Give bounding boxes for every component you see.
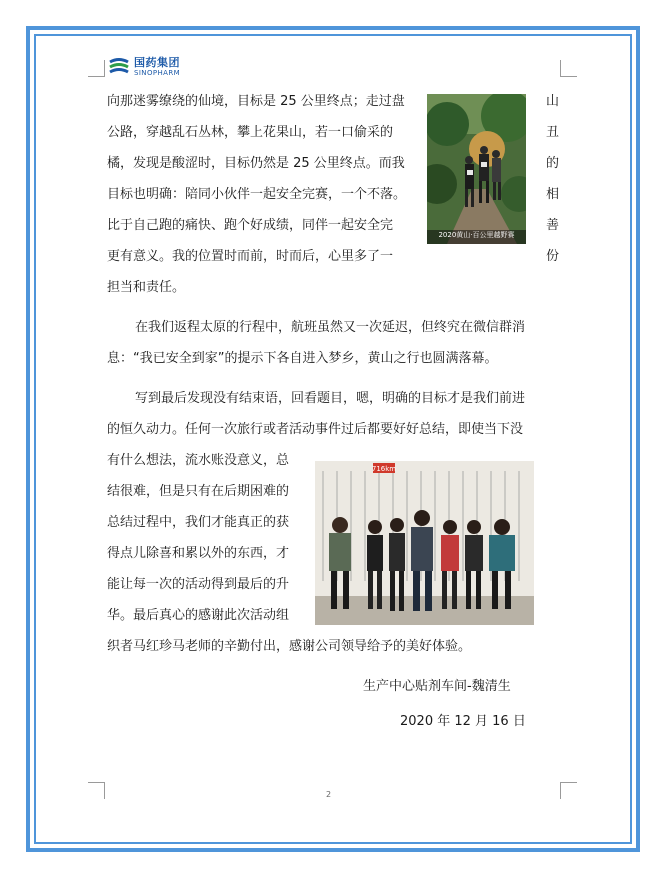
- text-line: 向那迷雾缭绕的仙境，目标是 25 公里终点；走过盘: [107, 94, 405, 109]
- document-date: 2020 年 12 月 16 日: [400, 714, 526, 729]
- text-line: 能让每一次的活动得到最后的升: [107, 577, 290, 592]
- text-line: 担当和责任。: [107, 280, 186, 295]
- text-line: 华。最后真心的感谢此次活动组: [107, 608, 290, 623]
- text-line-side: 山: [546, 94, 560, 109]
- text-line: 得点儿除喜和累以外的东西，才: [107, 546, 290, 561]
- text-line: 写到最后发现没有结束语，回看题目，嗯，明确的目标才是我们前进: [135, 391, 526, 406]
- page-number: 2: [326, 790, 332, 799]
- text-line: 的恒久动力。任何一次旅行或者活动事件过后都要好好总结，即使当下没: [107, 422, 524, 437]
- text-line-side: 相: [546, 187, 560, 202]
- text-line: 有什么想法，流水账没意义，总: [107, 453, 290, 468]
- crop-mark-top-right: [560, 60, 577, 77]
- text-line: 息：“我已安全到家”的提示下各自进入梦乡，黄山之行也圆满落幕。: [107, 351, 498, 366]
- text-line: 目标也明确：陪同小伙伴一起安全完赛，一个不落。: [107, 187, 407, 202]
- logo-text-cn: 国药集团: [134, 56, 180, 69]
- text-line: 更有意义。我的位置时而前，时而后，心里多了一: [107, 249, 394, 264]
- text-line: 结很难，但是只有在后期困难的: [107, 484, 290, 499]
- text-line: 织者马红珍马老师的辛勤付出，感谢公司领导给予的美好体验。: [107, 639, 472, 654]
- crop-mark-bottom-left: [88, 782, 105, 799]
- text-line-side: 丑: [546, 125, 560, 140]
- photo-caption: 2020黄山·百公里越野赛: [438, 231, 515, 239]
- text-line: 在我们返程太原的行程中，航班虽然又一次延迟，但终究在微信群消: [135, 320, 526, 335]
- text-line: 比于自己跑的痛快、跑个好成绩，同伴一起安全完: [107, 218, 394, 233]
- text-line: 橘，发现是酸涩时，目标仍然是 25 公里终点。而我: [107, 156, 405, 171]
- crop-mark-top-left: [88, 60, 105, 77]
- crop-mark-bottom-right: [560, 782, 577, 799]
- trail-hikers-photo: [427, 94, 526, 244]
- text-line: 总结过程中，我们才能真正的获: [107, 515, 290, 530]
- text-line-side: 善: [546, 218, 560, 233]
- text-line-side: 的: [546, 156, 560, 171]
- group-finish-photo: [315, 461, 534, 625]
- logo-text-en: SINOPHARM: [134, 69, 181, 77]
- text-line-side: 份: [546, 249, 560, 264]
- banner-text: 716km: [371, 465, 397, 473]
- company-logo: [108, 56, 180, 78]
- author-signature: 生产中心贴剂车间-魏清生: [363, 679, 511, 694]
- text-line: 公路，穿越乱石丛林，攀上花果山，若一口偷采的: [107, 125, 394, 140]
- sinopharm-logo-icon: [108, 56, 130, 78]
